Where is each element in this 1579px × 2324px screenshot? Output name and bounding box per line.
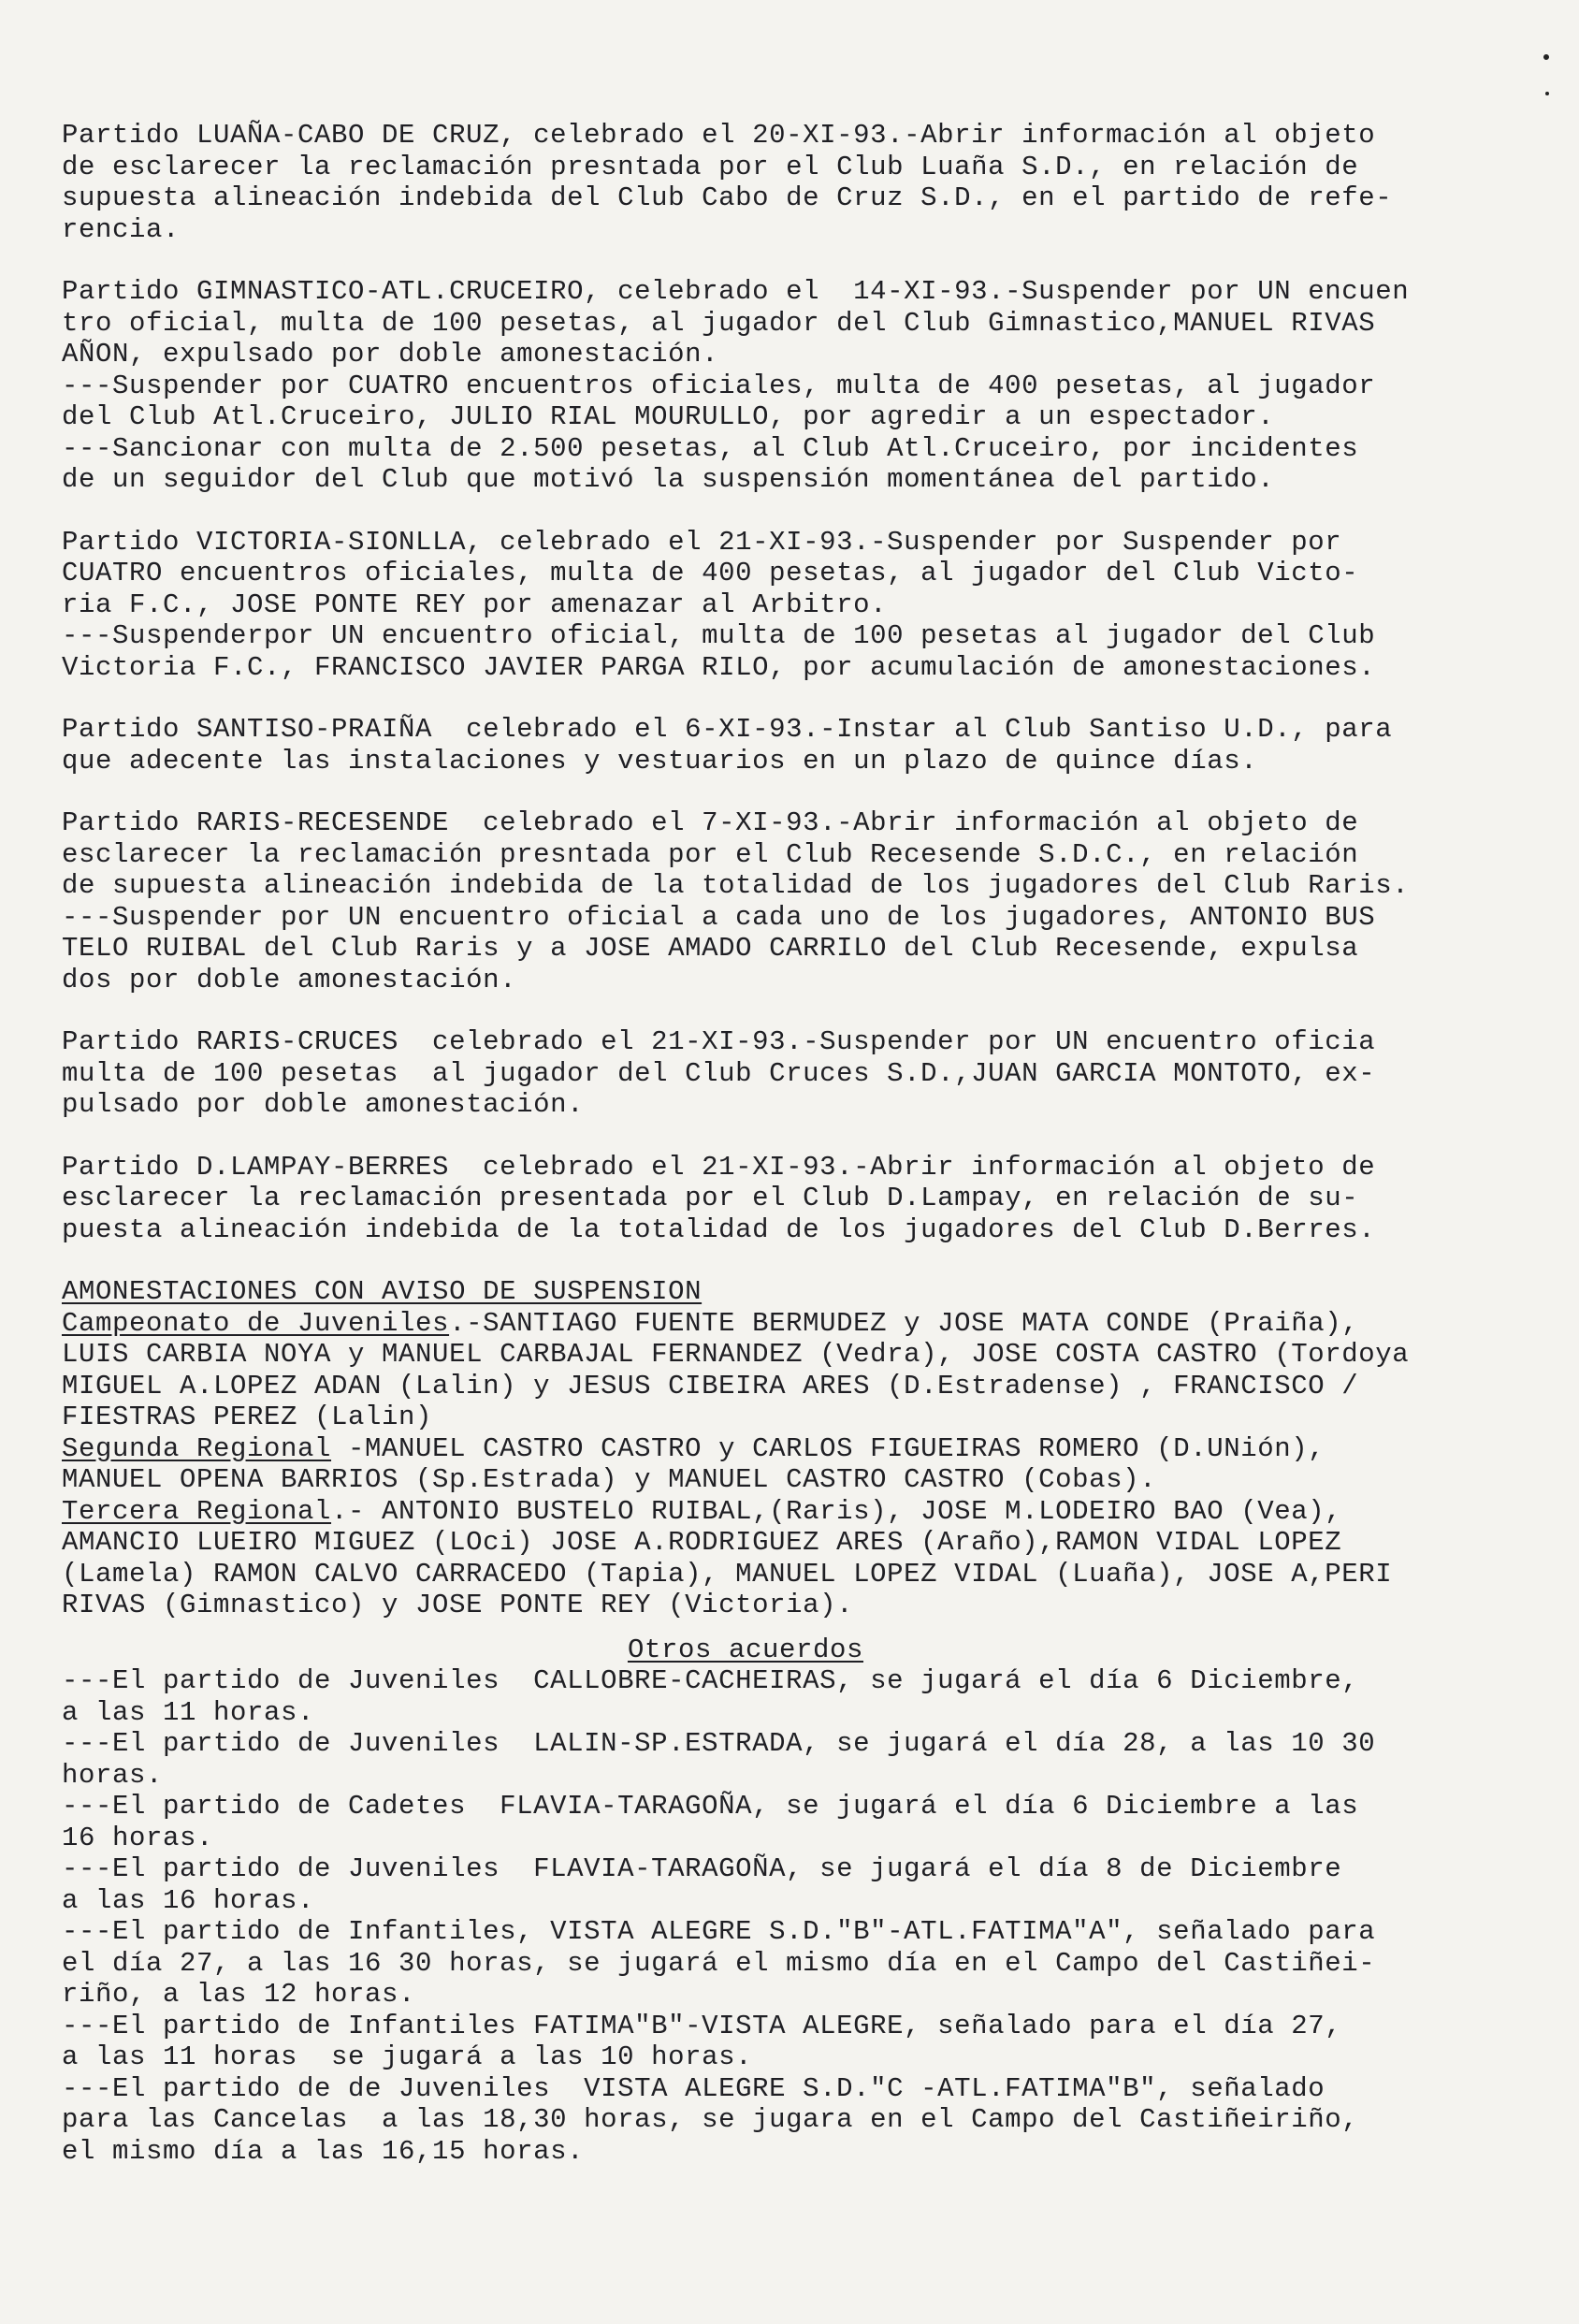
text-line: ---Suspenderpor UN encuentro oficial, multa de 100 pesetas al jugador del Club	[62, 620, 1376, 651]
resolution-victoria-sionlla	[62, 527, 1542, 684]
text-line: del Club Atl.Cruceiro, JULIO RIAL MOURULLO, por agredir a un espectador.	[62, 401, 1275, 432]
text-line: pulsado por doble amonestación.	[62, 1089, 585, 1120]
acuerdo-line: el día 27, a las 16 30 horas, se jugará el mismo día en el Campo del Castiñei-	[62, 1947, 1376, 1979]
amonestacion-line: Tercera Regional.- ANTONIO BUSTELO RUIBAL,(Raris), JOSE M.LODEIRO BAO (Vea),	[62, 1495, 1342, 1527]
resolution-raris-cruces	[62, 1026, 1542, 1121]
spacer	[62, 245, 1542, 276]
acuerdo-line: a las 11 horas se jugará a las 10 horas.	[62, 2041, 753, 2072]
text-line: esclarecer la reclamación presntada por el Club Recesende S.D.C., en relación	[62, 838, 1359, 870]
spacer	[62, 995, 1542, 1026]
text-line: AÑON, expulsado por doble amonestación.	[62, 339, 719, 370]
resolutions-list	[62, 120, 1542, 1245]
amonestacion-line: FIESTRAS PEREZ (Lalin)	[62, 1402, 433, 1432]
text-line: Partido SANTISO-PRAIÑA celebrado el 6-XI-93.-Instar al Club Santiso U.D., para	[62, 714, 1393, 745]
text-line: de supuesta alineación indebida de la totalidad de los jugadores del Club Raris.	[62, 870, 1410, 901]
amonestacion-line: MANUEL OPENA BARRIOS (Sp.Estrada) y MANUEL CASTRO CASTRO (Cobas).	[62, 1464, 1157, 1495]
otros-acuerdos-lines	[62, 1665, 1542, 2167]
amonestaciones-heading: AMONESTACIONES CON AVISO DE SUSPENSION	[62, 1276, 703, 1307]
acuerdo-line: riño, a las 12 horas.	[62, 1979, 416, 2010]
text-line: puesta alineación indebida de la totalidad de los jugadores del Club D.Berres.	[62, 1213, 1376, 1245]
text-line: de esclarecer la reclamación presntada por el Club Luaña S.D., en relación de	[62, 151, 1359, 182]
text-line: ---Sancionar con multa de 2.500 pesetas, al Club Atl.Cruceiro, por incidentes	[62, 432, 1359, 464]
category-label: Campeonato de Juveniles	[62, 1307, 450, 1339]
text-line: dos por doble amonestación.	[62, 964, 517, 995]
acuerdo-line: 16 horas.	[62, 1822, 214, 1853]
text-line: Victoria F.C., FRANCISCO JAVIER PARGA RILO, por acumulación de amonestaciones.	[62, 651, 1376, 683]
ink-dot	[1543, 54, 1549, 60]
resolution-cabo-de-cruz	[62, 120, 1542, 245]
spacer	[62, 1621, 1542, 1634]
text-line: tro oficial, multa de 100 pesetas, al jugador del Club Gimnastico,MANUEL RIVAS	[62, 307, 1376, 339]
text-line: rencia.	[62, 213, 181, 245]
spacer	[62, 1121, 1542, 1152]
resolution-gimnastico-cruceiro	[62, 276, 1542, 496]
amonestacion-line: Segunda Regional -MANUEL CASTRO CASTRO y CARLOS FIGUEIRAS ROMERO (D.UNión),	[62, 1432, 1325, 1464]
text-line: que adecente las instalaciones y vestuarios en un plazo de quince días.	[62, 745, 1258, 777]
text-line: esclarecer la reclamación presentada por el Club D.Lampay, en relación de su-	[62, 1183, 1359, 1213]
resolution-santiso-praina	[62, 714, 1542, 777]
spacer	[62, 496, 1542, 527]
acuerdo-line: ---El partido de Infantiles, VISTA ALEGRE S.D."B"-ATL.FATIMA"A", señalado para	[62, 1916, 1376, 1947]
text-line: ---Suspender por UN encuentro oficial a cada uno de los jugadores, ANTONIO BUS	[62, 901, 1376, 933]
amonestacion-line: RIVAS (Gimnastico) y JOSE PONTE REY (Victoria).	[62, 1590, 854, 1620]
resolution-raris-recesende	[62, 807, 1542, 995]
text-line: Partido RARIS-RECESENDE celebrado el 7-XI-93.-Abrir información al objeto de	[62, 807, 1359, 838]
otros-acuerdos-block	[62, 1634, 1542, 2168]
text-line: Partido D.LAMPAY-BERRES celebrado el 21-XI-93.-Abrir información al objeto de	[62, 1151, 1376, 1183]
text-line: ---Suspender por CUATRO encuentros oficiales, multa de 400 pesetas, al jugador	[62, 370, 1376, 401]
text-line: supuesta alineación indebida del Club Cabo de Cruz S.D., en el partido de refe-	[62, 182, 1393, 213]
amonestacion-line: AMANCIO LUEIRO MIGUEZ (LOci) JOSE A.RODRIGUEZ ARES (Araño),RAMON VIDAL LOPEZ	[62, 1527, 1342, 1558]
acuerdo-line: ---El partido de de Juveniles VISTA ALEGRE S.D."C -ATL.FATIMA"B", señalado	[62, 2072, 1325, 2104]
acuerdo-line: ---El partido de Cadetes FLAVIA-TARAGOÑA, se jugará el día 6 Diciembre a las	[62, 1791, 1359, 1822]
amonestacion-line: (Lamela) RAMON CALVO CARRACEDO (Tapia), MANUEL LOPEZ VIDAL (Luaña), JOSE A,PERI	[62, 1558, 1393, 1590]
category-label: Tercera Regional	[62, 1495, 332, 1527]
text-line: Partido GIMNASTICO-ATL.CRUCEIRO, celebrado el 14-XI-93.-Suspender por UN encuen	[62, 276, 1410, 307]
acuerdo-line: para las Cancelas a las 18,30 horas, se jugara en el Campo del Castiñeiriño,	[62, 2104, 1359, 2135]
acuerdo-line: horas.	[62, 1759, 164, 1791]
text-line: Partido VICTORIA-SIONLLA, celebrado el 21-XI-93.-Suspender por Suspender por	[62, 526, 1342, 558]
amonestaciones-block	[62, 1276, 1542, 1621]
amonestacion-line: Campeonato de Juveniles.-SANTIAGO FUENTE BERMUDEZ y JOSE MATA CONDE (Praiña),	[62, 1307, 1359, 1339]
acuerdo-line: a las 16 horas.	[62, 1884, 315, 1916]
otros-acuerdos-heading: Otros acuerdos	[627, 1634, 864, 1665]
ink-dot	[1545, 92, 1549, 95]
acuerdo-line: ---El partido de Juveniles FLAVIA-TARAGOÑA, se jugará el día 8 de Diciembre	[62, 1853, 1342, 1884]
text-line: CUATRO encuentros oficiales, multa de 400 pesetas, al jugador del Club Victo-	[62, 558, 1359, 588]
text-line: de un seguidor del Club que motivó la suspensión momentánea del partido.	[62, 464, 1275, 495]
acuerdo-line: el mismo día a las 16,15 horas.	[62, 2135, 585, 2167]
category-label: Segunda Regional	[62, 1432, 332, 1464]
acuerdo-line: ---El partido de Juveniles LALIN-SP.ESTRADA, se jugará el día 28, a las 10 30	[62, 1728, 1376, 1759]
acuerdo-line: a las 11 horas.	[62, 1696, 315, 1728]
amonestacion-line: LUIS CARBIA NOYA y MANUEL CARBAJAL FERNANDEZ (Vedra), JOSE COSTA CASTRO (Tordoya	[62, 1339, 1410, 1370]
spacer	[62, 1245, 1542, 1276]
acuerdo-line: ---El partido de Juveniles CALLOBRE-CACHEIRAS, se jugará el día 6 Diciembre,	[62, 1665, 1359, 1696]
text-line: Partido RARIS-CRUCES celebrado el 21-XI-93.-Suspender por UN encuentro oficia	[62, 1026, 1376, 1057]
text-line: multa de 100 pesetas al jugador del Club Cruces S.D.,JUAN GARCIA MONTOTO, ex-	[62, 1057, 1376, 1089]
text-line: Partido LUAÑA-CABO DE CRUZ, celebrado el 20-XI-93.-Abrir información al objeto	[62, 120, 1376, 151]
amonestaciones-lines	[62, 1308, 1542, 1621]
resolution-lampay-berres	[62, 1152, 1542, 1246]
text-line: TELO RUIBAL del Club Raris y a JOSE AMADO CARRILO del Club Recesende, expulsa	[62, 933, 1359, 964]
acuerdo-line: ---El partido de Infantiles FATIMA"B"-VISTA ALEGRE, señalado para el día 27,	[62, 2010, 1342, 2041]
spacer	[62, 683, 1542, 714]
amonestacion-line: MIGUEL A.LOPEZ ADAN (Lalin) y JESUS CIBEIRA ARES (D.Estradense) , FRANCISCO /	[62, 1370, 1359, 1402]
spacer	[62, 777, 1542, 807]
text-line: ria F.C., JOSE PONTE REY por amenazar al Arbitro.	[62, 588, 888, 620]
